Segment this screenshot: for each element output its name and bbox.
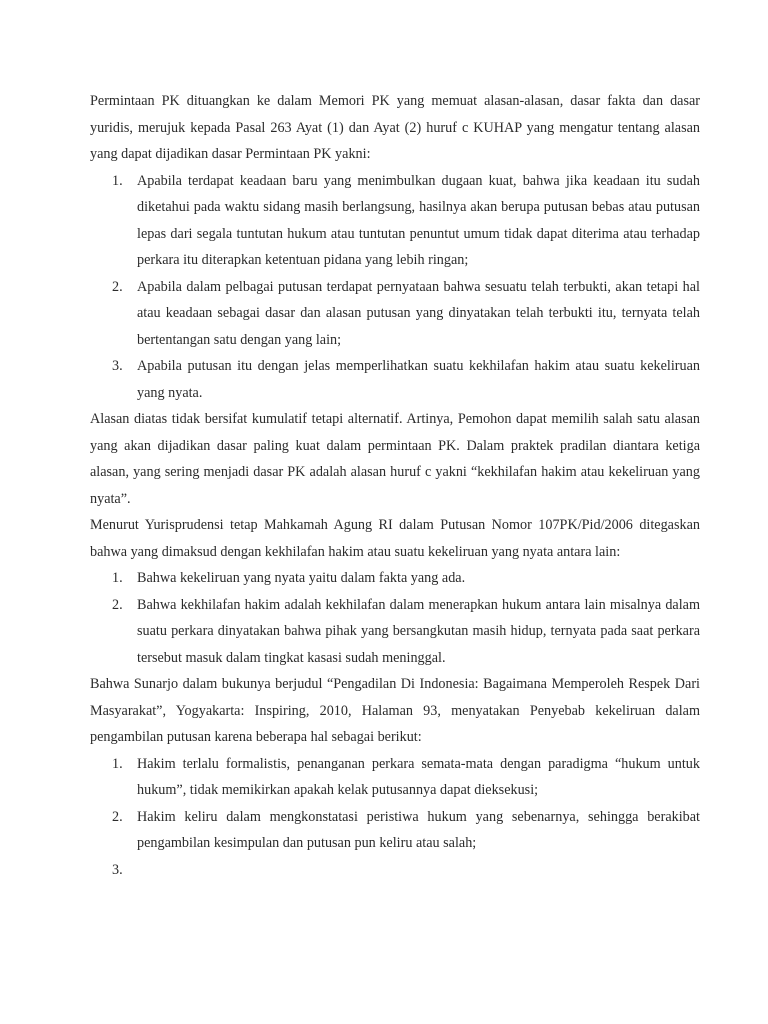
list-number: 2. bbox=[112, 278, 123, 295]
reasons-list bbox=[90, 168, 700, 407]
list-item-text: Bahwa kekeliruan yang nyata yaitu dalam fakta yang ada. bbox=[137, 570, 466, 586]
list-item bbox=[90, 353, 700, 406]
list-number: 1. bbox=[112, 570, 123, 586]
list-item-text: Hakim keliru dalam mengkonstatasi peristiwa hukum yang sebenarnya, sehingga berakibat pengambilan kesimpulan dan putusan pun keliru atau salah; bbox=[137, 808, 700, 851]
list-item-text: Apabila terdapat keadaan baru yang menimbulkan dugaan kuat, bahwa jika keadaan itu sudah diketahui pada waktu sidang masih berlangsung, hasilnya akan berupa putusan bebas atau putusan lepas dari segala tuntutan hukum atau tuntutan penuntut umum tidak dapat diterima atau terhadap perkara itu diterapkan ketentuan pidana yang lebih ringan; bbox=[137, 172, 700, 268]
list-item bbox=[90, 857, 700, 884]
list-number: 2. bbox=[112, 808, 123, 825]
list-item-text: Apabila putusan itu dengan jelas memperlihatkan suatu kekhilafan hakim atau suatu kekeliruan yang nyata. bbox=[137, 358, 700, 401]
list-item bbox=[90, 274, 700, 354]
list-item bbox=[90, 751, 700, 804]
list-number: 3. bbox=[112, 861, 123, 878]
list-number: 1. bbox=[112, 172, 123, 189]
causes-list bbox=[90, 751, 700, 884]
list-number: 2. bbox=[112, 596, 123, 613]
list-number: 1. bbox=[112, 755, 123, 772]
list-item-text: Apabila dalam pelbagai putusan terdapat pernyataan bahwa sesuatu telah terbukti, akan tetapi hal atau keadaan sebagai dasar dan alasan putusan yang dinyatakan telah terbukti itu, ternyata telah bertentangan satu dengan yang lain; bbox=[137, 278, 700, 348]
jurisprudence-paragraph: Menurut Yurisprudensi tetap Mahkamah Agung RI dalam Putusan Nomor 107PK/Pid/2006 ditegaskan bahwa yang dimaksud dengan kekhilafan hakim atau suatu kekeliruan yang nyata antara lain: bbox=[90, 517, 700, 560]
list-item-text bbox=[137, 862, 141, 878]
list-number: 3. bbox=[112, 358, 123, 374]
document-page bbox=[90, 88, 700, 883]
jurisprudence-list bbox=[90, 565, 700, 671]
list-item bbox=[90, 592, 700, 672]
list-item-text: Bahwa kekhilafan hakim adalah kekhilafan dalam menerapkan hukum antara lain misalnya dalam suatu perkara dinyatakan bahwa pihak yang bersangkutan masih hidup, ternyata pada saat perkara tersebut masuk dalam tingkat kasasi sudah meninggal. bbox=[137, 596, 700, 666]
alternative-reasons-paragraph: Alasan diatas tidak bersifat kumulatif tetapi alternatif. Artinya, Pemohon dapat memilih salah satu alasan yang akan dijadikan dasar paling kuat dalam permintaan PK. Dalam praktek pradilan diantara ketiga alasan, yang sering menjadi dasar PK adalah alasan huruf c yakni “kekhilafan hakim atau kekeliruan yang nyata”. bbox=[90, 411, 700, 507]
list-item-text: Hakim terlalu formalistis, penanganan perkara semata-mata dengan paradigma “hukum untuk hukum”, tidak memikirkan apakah kelak putusannya dapat dieksekusi; bbox=[137, 755, 700, 798]
intro-paragraph: Permintaan PK dituangkan ke dalam Memori PK yang memuat alasan-alasan, dasar fakta dan dasar yuridis, merujuk kepada Pasal 263 Ayat (1) dan Ayat (2) huruf c KUHAP yang mengatur tentang alasan yang dapat dijadikan dasar Permintaan PK yakni: bbox=[90, 93, 700, 162]
list-item bbox=[90, 565, 700, 592]
list-item bbox=[90, 804, 700, 857]
sunarjo-paragraph: Bahwa Sunarjo dalam bukunya berjudul “Pengadilan Di Indonesia: Bagaimana Memperoleh Respek Dari Masyarakat”, Yogyakarta: Inspiring, 2010, Halaman 93, menyatakan Penyebab kekeliruan dalam pengambilan putusan karena beberapa hal sebagai berikut: bbox=[90, 676, 700, 745]
list-item bbox=[90, 168, 700, 274]
